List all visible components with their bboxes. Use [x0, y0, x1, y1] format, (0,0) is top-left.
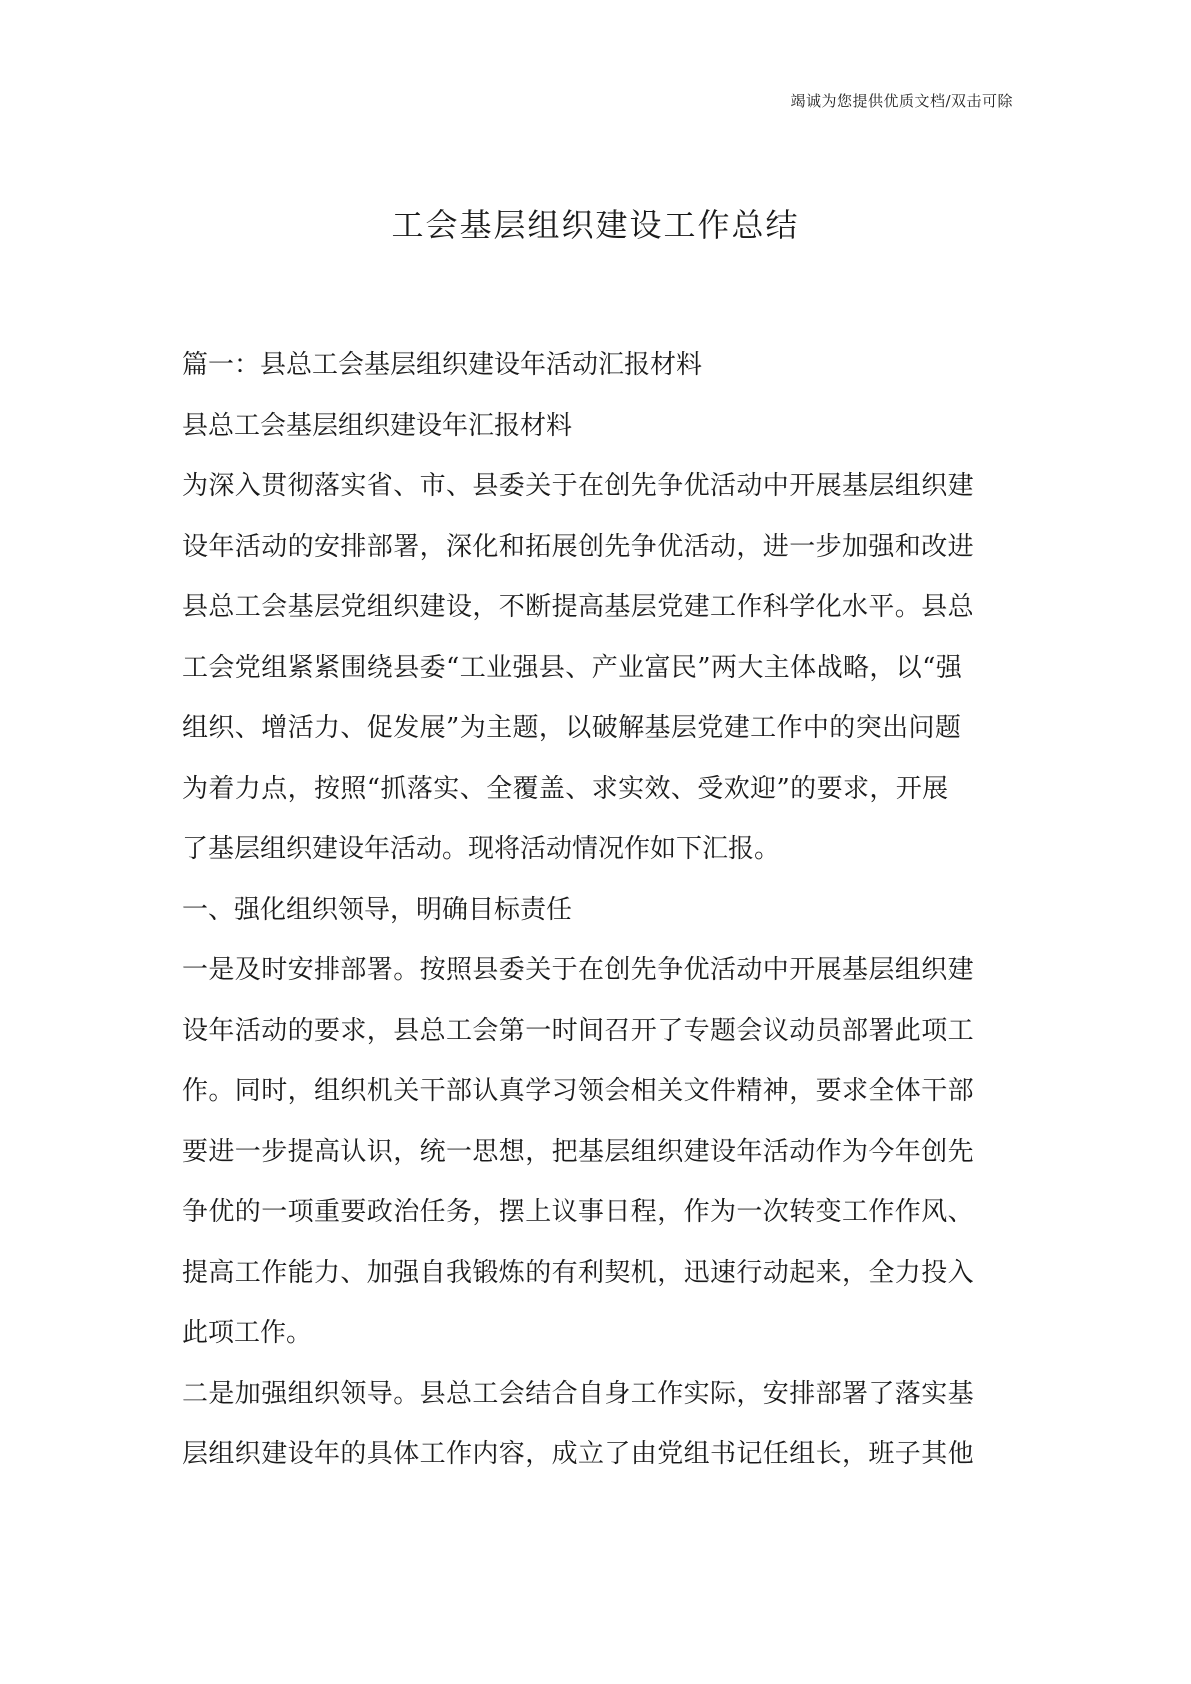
body-line: 设年活动的要求，县总工会第一时间召开了专题会议动员部署此项工	[182, 1015, 975, 1046]
body-line: 为深入贯彻落实省、市、县委关于在创先争优活动中开展基层组织建	[182, 471, 975, 501]
body-line: 组织、增活力、促发展”为主题，以破解基层党建工作中的突出问题	[182, 713, 962, 743]
body-line: 争优的一项重要政治任务，摆上议事日程，作为一次转变工作作风、	[182, 1197, 975, 1227]
body-line: 层组织建设年的具体工作内容，成立了由党组书记任组长，班子其他	[182, 1439, 975, 1469]
body-line: 此项工作。	[182, 1318, 313, 1348]
header-note: 竭诚为您提供优质文档/双击可除	[790, 92, 1013, 110]
body-line: 一是及时安排部署。按照县委关于在创先争优活动中开展基层组织建	[182, 955, 975, 985]
section-heading: 篇一：县总工会基层组织建设年活动汇报材料	[182, 350, 703, 380]
document-title: 工会基层组织建设工作总结	[391, 206, 800, 244]
body-line: 要进一步提高认识，统一思想，把基层组织建设年活动作为今年创先	[182, 1136, 975, 1167]
subheading: 县总工会基层组织建设年汇报材料	[182, 410, 573, 441]
body-line: 提高工作能力、加强自我锻炼的有利契机，迅速行动起来，全力投入	[182, 1257, 975, 1288]
body-line: 了基层组织建设年活动。现将活动情况作如下汇报。	[182, 834, 781, 864]
body-line: 县总工会基层党组织建设，不断提高基层党建工作科学化水平。县总	[182, 592, 975, 622]
body-line: 为着力点，按照“抓落实、全覆盖、求实效、受欢迎”的要求，开展	[182, 773, 949, 804]
body-line: 工会党组紧紧围绕县委“工业强县、产业富民”两大主体战略，以“强	[182, 652, 963, 683]
body-line: 设年活动的安排部署，深化和拓展创先争优活动，进一步加强和改进	[182, 531, 975, 562]
body-line: 二是加强组织领导。县总工会结合自身工作实际，安排部署了落实基	[182, 1378, 975, 1409]
section-heading: 一、强化组织领导，明确目标责任	[182, 894, 573, 925]
body-line: 作。同时，组织机关干部认真学习领会相关文件精神，要求全体干部	[182, 1076, 975, 1106]
document-body	[182, 335, 1012, 1485]
